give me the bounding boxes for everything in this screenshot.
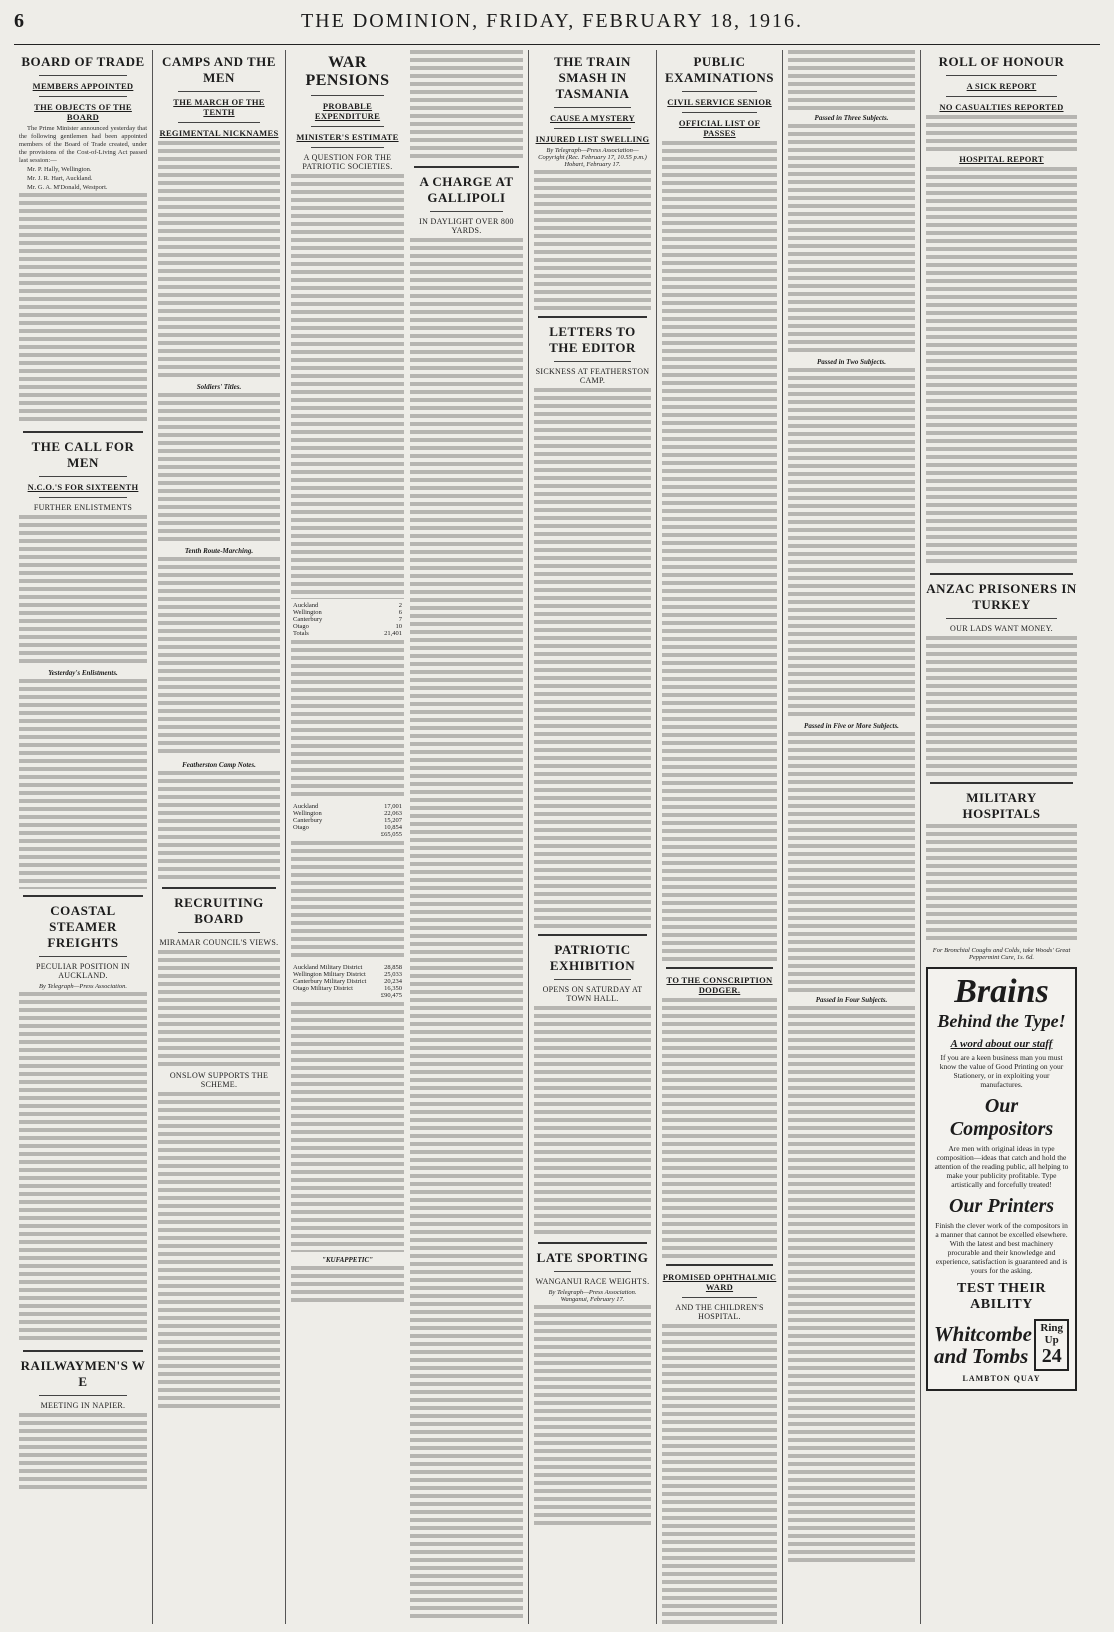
article-text-block bbox=[291, 640, 404, 800]
headline-board-of-trade: BOARD OF TRADE bbox=[21, 54, 145, 69]
ad-word-about-staff: A word about our staff bbox=[950, 1038, 1053, 1050]
subhead-meeting-napier: MEETING IN NAPIER. bbox=[40, 1401, 126, 1410]
subhead-five-subjects: Passed in Five or More Subjects. bbox=[804, 722, 899, 730]
article-text-block bbox=[926, 824, 1077, 944]
headline-train-smash: THE TRAIN SMASH IN TASMANIA bbox=[554, 54, 631, 101]
subhead-yesterdays-enlistments: Yesterday's Enlistments. bbox=[48, 669, 118, 677]
column-7 bbox=[920, 50, 1082, 1624]
table-row: Otago 10 bbox=[293, 623, 402, 630]
article-text-block bbox=[662, 998, 777, 1258]
headline-call-for-men: THE CALL FOR MEN bbox=[31, 439, 135, 470]
article-text-block bbox=[158, 950, 280, 1068]
article-text-block bbox=[291, 1266, 404, 1306]
subhead-no-casualties: NO CASUALTIES REPORTED bbox=[939, 102, 1064, 112]
article-text-block bbox=[291, 841, 404, 961]
masthead-title: THE DOMINION, FRIDAY, FEBRUARY 18, 1916. bbox=[300, 10, 804, 32]
ad-ring-box bbox=[1034, 1319, 1069, 1371]
subhead-lads-want-money: OUR LADS WANT MONEY. bbox=[950, 624, 1053, 633]
table-row: Auckland Military District 28,858 bbox=[293, 964, 402, 971]
columns bbox=[14, 50, 1100, 1624]
column-4 bbox=[528, 50, 656, 1624]
headline-recruiting-board: RECRUITING BOARD bbox=[174, 895, 264, 926]
subhead-cause-mystery: CAUSE A MYSTERY bbox=[550, 113, 635, 123]
article-text-block bbox=[788, 1006, 915, 1566]
column-5 bbox=[656, 50, 782, 1624]
subhead-sickness-featherston: SICKNESS AT FEATHERSTON CAMP. bbox=[535, 367, 650, 385]
headline-public-examinations: PUBLIC EXAMINATIONS bbox=[664, 54, 775, 85]
table-row: Wellington 22,063 bbox=[293, 810, 402, 817]
ad-firm-name: Whitcombe and Tombs bbox=[934, 1322, 1032, 1369]
article-text-block bbox=[158, 141, 280, 379]
subhead-featherston-notes: Featherston Camp Notes. bbox=[182, 761, 256, 769]
article-text-block bbox=[534, 388, 651, 928]
subhead-daylight: IN DAYLIGHT OVER 800 YARDS. bbox=[419, 217, 514, 235]
table-row: Canterbury 7 bbox=[293, 616, 402, 623]
article-text-block bbox=[788, 368, 915, 718]
ad-compositors-heading: Our Compositors bbox=[949, 1095, 1054, 1140]
subhead-sick-report: A SICK REPORT bbox=[966, 81, 1037, 91]
headline-coastal-freights: COASTAL STEAMER FREIGHTS bbox=[47, 903, 119, 950]
subhead-injured-list: INJURED LIST SWELLING bbox=[535, 134, 650, 144]
table-row-total: £90,475 bbox=[380, 992, 402, 999]
military-table bbox=[291, 964, 404, 999]
dateline: By Telegraph—Press Association—Copyright (Rec. February 17, 10.55 p.m.) Hobart, February 17. bbox=[538, 147, 647, 168]
subhead-patriotic-question: A QUESTION FOR THE PATRIOTIC SOCIETIES. bbox=[302, 153, 393, 171]
ad-cough-cure: For Bronchial Coughs and Colds, take Woods' Great Peppermint Cure, 1s. 6d. bbox=[932, 947, 1071, 961]
subhead-regimental-nicknames: REGIMENTAL NICKNAMES bbox=[159, 128, 279, 138]
headline-patriotic-exhibition: PATRIOTIC EXHIBITION bbox=[549, 942, 636, 973]
page-number: 6 bbox=[14, 10, 24, 32]
article-text-block bbox=[662, 1324, 777, 1624]
ad-kufappetic: "KUFAPPETIC" bbox=[321, 1256, 374, 1264]
table-row: Canterbury 15,207 bbox=[293, 817, 402, 824]
ad-phone-number: 24 bbox=[1041, 1345, 1062, 1368]
member-1: Mr. P. Hally, Wellington. bbox=[27, 166, 92, 173]
ad-ring-label: Ring Up bbox=[1040, 1322, 1063, 1346]
subhead-soldiers-titles: Soldiers' Titles. bbox=[196, 383, 242, 391]
subhead-wanganui-weights: WANGANUI RACE WEIGHTS. bbox=[535, 1277, 650, 1286]
subhead-miramar-views: MIRAMAR COUNCIL'S VIEWS. bbox=[159, 938, 279, 947]
headline-war-pensions: WAR PENSIONS bbox=[305, 54, 390, 89]
article-text-block bbox=[534, 170, 651, 310]
subhead-childrens-hospital: AND THE CHILDREN'S HOSPITAL. bbox=[675, 1303, 764, 1321]
article-text-block bbox=[534, 1305, 651, 1525]
headline-anzac-prisoners: ANZAC PRISONERS IN TURKEY bbox=[926, 581, 1077, 612]
ad-test-ability: TEST THEIR ABILITY bbox=[957, 1281, 1046, 1312]
dateline: By Telegraph—Press Association. bbox=[38, 983, 128, 990]
subhead-onslow-supports: ONSLOW SUPPORTS THE SCHEME. bbox=[169, 1071, 269, 1089]
article-text-block bbox=[19, 679, 147, 889]
war-pensions-left bbox=[291, 50, 404, 1624]
subhead-ministers-estimate: MINISTER'S ESTIMATE bbox=[296, 132, 399, 142]
subhead-members-appointed: MEMBERS APPOINTED bbox=[32, 81, 134, 91]
ad-compositors-text: Are men with original ideas in type composition—ideas that catch and hold the attention of the reading public, all helping to make your publicity profitable. Type artistically and forcefully treated! bbox=[934, 1144, 1069, 1189]
article-text-block bbox=[926, 167, 1077, 567]
article-text-block bbox=[410, 50, 523, 160]
subhead-opens-saturday: OPENS ON SATURDAY AT TOWN HALL. bbox=[542, 985, 643, 1003]
pension-table bbox=[291, 602, 404, 637]
headline-letters-editor: LETTERS TO THE EDITOR bbox=[549, 324, 636, 355]
table-row: Auckland 2 bbox=[293, 602, 402, 609]
article-text-block bbox=[662, 141, 777, 961]
member-3: Mr. G. A. M'Donald, Westport. bbox=[27, 184, 108, 191]
article-text-block bbox=[19, 515, 147, 665]
headline-railwaymen: RAILWAYMEN'S W E bbox=[20, 1358, 146, 1389]
masthead bbox=[14, 10, 1100, 45]
table-row: Auckland 17,001 bbox=[293, 803, 402, 810]
table-row-total: £65,055 bbox=[380, 831, 402, 838]
column-2 bbox=[152, 50, 285, 1624]
column-3 bbox=[285, 50, 528, 1624]
article-text-block bbox=[534, 1006, 651, 1236]
subhead-two-subjects: Passed in Two Subjects. bbox=[817, 358, 886, 366]
ad-printers-text: Finish the clever work of the compositors in a manner that cannot be excelled elsewhere. With the latest and best machinery procurable and their knowledge and experience, satisfaction is guaranteed and is yours for the asking. bbox=[935, 1221, 1068, 1275]
article-text-block bbox=[158, 771, 280, 881]
article-text-block bbox=[926, 115, 1077, 151]
article-text-block bbox=[19, 193, 147, 425]
headline-camps-and-men: CAMPS AND THE MEN bbox=[162, 54, 276, 85]
headline-ophthalmic-ward: PROMISED OPHTHALMIC WARD bbox=[662, 1272, 777, 1292]
article-text-block bbox=[291, 174, 404, 599]
subhead-march-tenth: THE MARCH OF THE TENTH bbox=[173, 97, 265, 117]
subhead-four-subjects: Passed in Four Subjects. bbox=[815, 996, 888, 1004]
ad-address: LAMBTON QUAY bbox=[962, 1374, 1041, 1384]
table-row: Wellington Military District 25,033 bbox=[293, 971, 402, 978]
subhead-further-enlistments: FURTHER ENLISTMENTS bbox=[33, 503, 133, 512]
ad-printers-heading: Our Printers bbox=[948, 1195, 1055, 1217]
article-text-block bbox=[158, 557, 280, 757]
headline-roll-of-honour: ROLL OF HONOUR bbox=[938, 54, 1065, 69]
article-text-block bbox=[19, 1413, 147, 1493]
article-text-block bbox=[291, 1002, 404, 1252]
ad-firm-row bbox=[934, 1319, 1069, 1371]
article-text-block bbox=[788, 732, 915, 992]
article-text-block bbox=[158, 1092, 280, 1412]
column-6 bbox=[782, 50, 920, 1624]
subhead-probable-expenditure: PROBABLE EXPENDITURE bbox=[314, 101, 381, 121]
headline-charge-gallipoli: A CHARGE AT GALLIPOLI bbox=[419, 174, 514, 205]
summary-table bbox=[291, 803, 404, 838]
subhead-civil-service-senior: CIVIL SERVICE SENIOR bbox=[667, 97, 772, 107]
subhead-peculiar-position: PECULIAR POSITION IN AUCKLAND. bbox=[36, 962, 130, 980]
article-text bbox=[19, 125, 147, 192]
dateline: By Telegraph—Press Association. Wanganui, February 17. bbox=[548, 1289, 637, 1303]
article-text-block bbox=[158, 393, 280, 543]
subhead-official-list: OFFICIAL LIST OF PASSES bbox=[678, 118, 761, 138]
table-row: Canterbury Military District 20,234 bbox=[293, 978, 402, 985]
headline-conscription-dodger: TO THE CONSCRIPTION DODGER. bbox=[666, 975, 773, 995]
table-row-total: Totals 21,401 bbox=[293, 630, 402, 637]
column-1 bbox=[14, 50, 152, 1624]
article-text-block bbox=[410, 238, 523, 1618]
article-text-block bbox=[788, 124, 915, 354]
table-row: Otago Military District 16,350 bbox=[293, 985, 402, 992]
table-row: Otago 10,854 bbox=[293, 824, 402, 831]
ad-brains-title: Brains bbox=[954, 973, 1049, 1010]
subhead-ncos: N.C.O.'S FOR SIXTEENTH bbox=[27, 482, 139, 492]
war-pensions-right bbox=[410, 50, 523, 1624]
ad-intro-text: If you are a keen business man you must know the value of Good Printing on your Stationery, or in exploiting your manufactures. bbox=[939, 1053, 1064, 1089]
article-text-block bbox=[19, 992, 147, 1344]
subhead-route-marching: Tenth Route-Marching. bbox=[184, 547, 254, 555]
article-text-block bbox=[926, 636, 1077, 776]
headline-late-sporting: LATE SPORTING bbox=[536, 1250, 649, 1265]
table-row: Wellington 6 bbox=[293, 609, 402, 616]
board-intro: The Prime Minister announced yesterday that the following gentlemen had been appointed members of the Board of Trade created, under the provisions of the Cost-of-Living Act passed last session:— bbox=[19, 125, 147, 164]
member-2: Mr. J. R. Hart, Auckland. bbox=[27, 175, 93, 182]
headline-military-hospitals: MILITARY HOSPITALS bbox=[962, 790, 1041, 821]
subhead-three-subjects: Passed in Three Subjects. bbox=[814, 114, 889, 122]
subhead-objects: THE OBJECTS OF THE BOARD bbox=[34, 102, 132, 122]
article-text-block bbox=[788, 50, 915, 110]
subhead-hospital-report: HOSPITAL REPORT bbox=[959, 154, 1044, 164]
ad-behind-type: Behind the Type! bbox=[937, 1011, 1066, 1031]
advertisement-whitcombe-tombs bbox=[926, 967, 1077, 1391]
